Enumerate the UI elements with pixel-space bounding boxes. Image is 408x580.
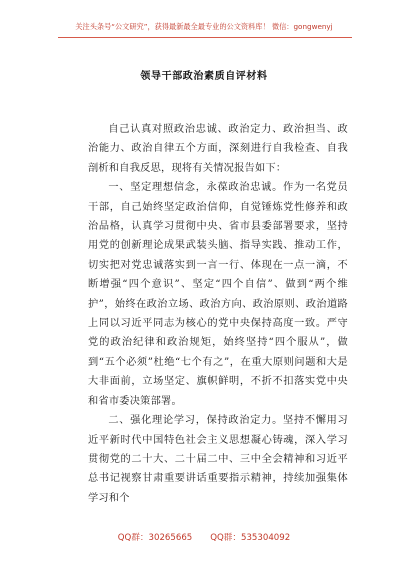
header-divider xyxy=(58,37,352,38)
body-paragraph-intro: 自己认真对照政治忠诚、政治定力、政治担当、政治能力、政治自律五个方面，深刻进行自我检查、自我剖析和自我反思，现将有关情况报告如下： xyxy=(88,124,348,174)
document-body xyxy=(88,120,348,508)
footer-contact xyxy=(0,532,408,544)
body-paragraph-section-2: 二、强化理论学习，保持政治定力。坚持不懈用习近平新时代中国特色社会主义思想凝心铸魂，深入学习贯彻党的二十大、二十届二中、三中全会精神和习近平总书记视察甘肃重要讲话重要指示精神，持续加强集体学习和个 xyxy=(88,415,348,504)
footer-qq-group-2: QQ群：535304092 xyxy=(210,533,291,543)
header-promo-banner: 关注头条号“公文研究”，获得最新最全最专业的公文资料库！ 微信：gongwenyj xyxy=(75,22,333,31)
body-paragraph-section-1: 一、坚定理想信念，永葆政治忠诚。作为一名党员干部，自己始终坚定政治信仰，自觉锤炼党性修养和政治品格，认真学习贯彻中央、省市县委部署要求，坚持用党的创新理论成果武装头脑、指导实践、推动工作，切实把对党忠诚落实到一言一行、体现在一点一滴，不断增强“四个意识”、坚定“四个自信”、做到“两个维护”，始终在政治立场、政治方向、政治原则、政治道路上同以习近平同志为核心的党中央保持高度一致。严守党的政治纪律和政治规矩，始终坚持“四个服从”，做到“五个必须”杜绝“七个有之”，在重大原则问题和大是大非面前，立场坚定、旗帜鲜明，不折不扣落实党中央和省市委决策部署。 xyxy=(88,182,348,407)
document-title: 领导干部政治素质自评材料 xyxy=(140,71,268,82)
footer-qq-group-1: QQ群：30265665 xyxy=(117,533,193,543)
